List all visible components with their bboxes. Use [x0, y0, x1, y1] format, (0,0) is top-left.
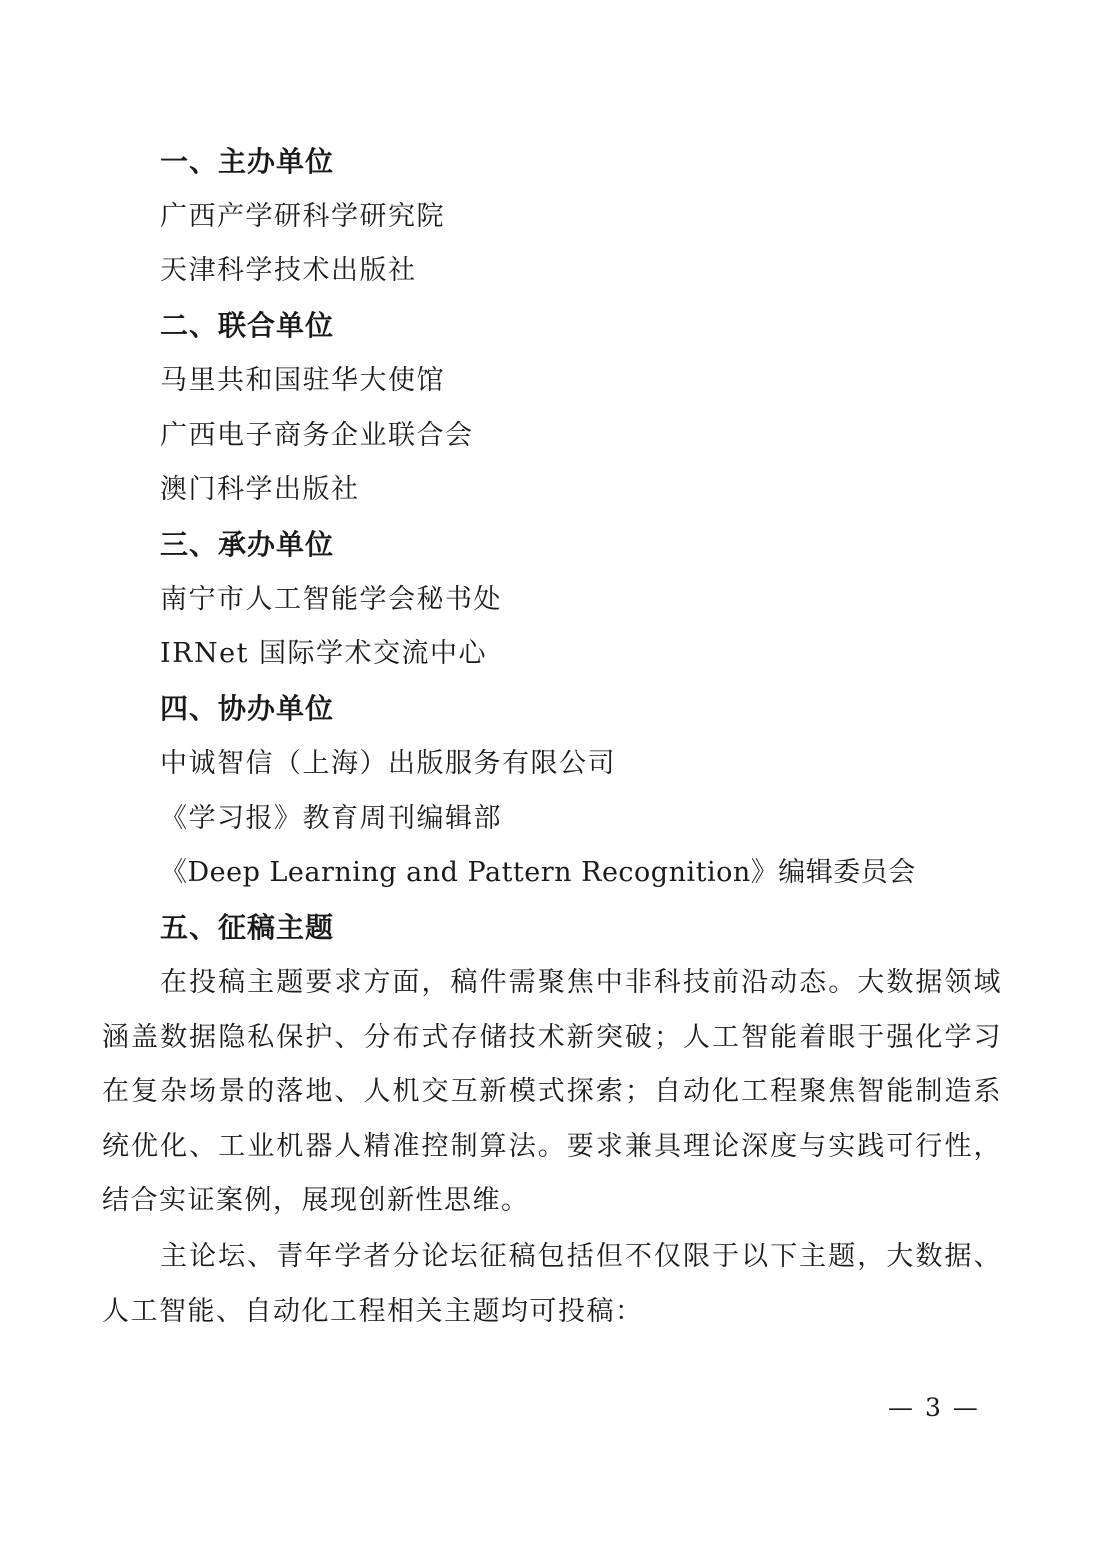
supporter-item: 《学习报》教育周刊编辑部	[160, 803, 502, 834]
co-organizer-item: 澳门科学出版社	[160, 474, 360, 505]
section-heading-supporters: 四、协办单位	[160, 692, 335, 725]
co-organizer-item: 马里共和国驻华大使馆	[160, 365, 445, 396]
host-item: IRNet 国际学术交流中心	[160, 638, 488, 669]
body-paragraph: 主论坛、青年学者分论坛征稿包括但不仅限于以下主题，大数据、人工智能、自动化工程相关主题均可投稿：	[102, 1241, 1002, 1327]
section-heading-co-organizers: 二、联合单位	[160, 309, 335, 342]
page-number: — 3 —	[888, 1393, 980, 1422]
body-paragraph: 在投稿主题要求方面，稿件需聚焦中非科技前沿动态。大数据领域涵盖数据隐私保护、分布式存储技术新突破；人工智能着眼于强化学习在复杂场景的落地、人机交互新模式探索；自动化工程聚焦智能制造系统优化、工业机器人精准控制算法。要求兼具理论深度与实践可行性，结合实证案例，展现创新性思维。	[102, 967, 1002, 1216]
supporter-item: 中诚智信（上海）出版服务有限公司	[160, 748, 616, 779]
supporter-item: 《Deep Learning and Pattern Recognition》编辑委员会	[160, 857, 916, 888]
section-heading-organizers: 一、主办单位	[160, 145, 335, 178]
section-heading-call-for-papers: 五、征稿主题	[160, 911, 335, 944]
host-item: 南宁市人工智能学会秘书处	[160, 584, 502, 615]
organizer-item: 广西产学研科学研究院	[160, 201, 445, 232]
section-heading-hosts: 三、承办单位	[160, 528, 335, 561]
co-organizer-item: 广西电子商务企业联合会	[160, 420, 474, 451]
organizer-item: 天津科学技术出版社	[160, 255, 417, 286]
